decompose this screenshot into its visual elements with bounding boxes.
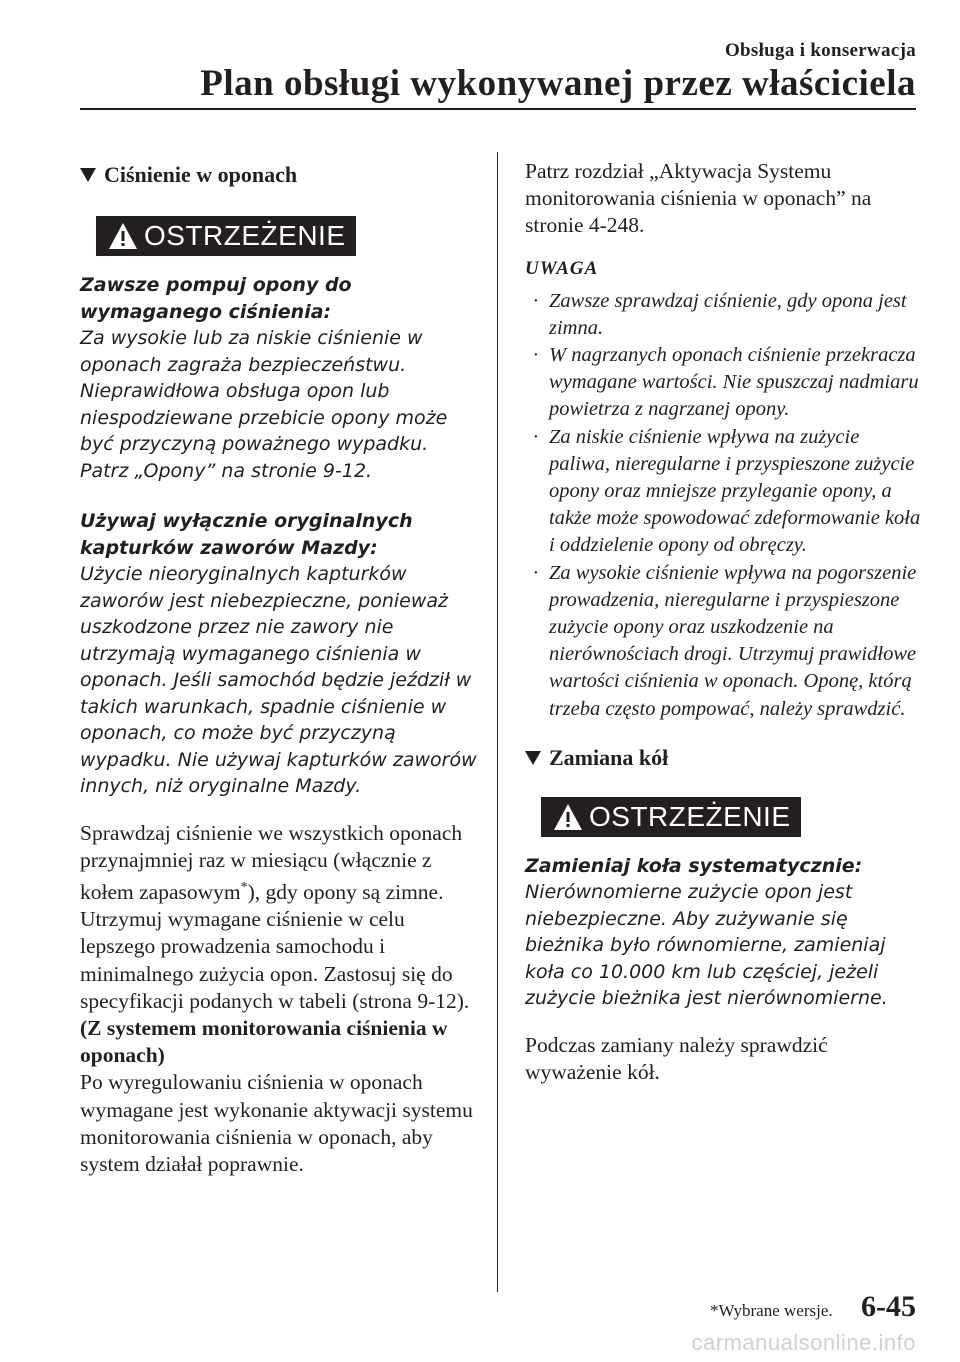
warning-title: Używaj wyłącznie oryginalnych kapturków zaworów Mazdy: xyxy=(80,510,413,559)
triangle-bullet-icon xyxy=(525,751,541,765)
list-item-text: Za wysokie ciśnienie wpływa na pogorszenie prowadzenia, nieregularne i przyspieszone zużycie opony oraz uszkodzenie na nierównościach drogi. Utrzymuj prawidłowe wartości ciśnienia w oponach. Oponę, którą trzeba często pompować, należy sprawdzić. xyxy=(549,561,917,720)
warning-body: Za wysokie lub za niskie ciśnienie w oponach zagraża bezpieczeństwu. Nieprawidłowa obsługa opon lub niespodziewane przebicie opony może być przyczyną poważnego wypadku. xyxy=(80,327,448,455)
list-item-text: W nagrzanych oponach ciśnienie przekracza wymagane wartości. Nie spuszczaj nadmiaru powietrza z nagrzanej opony. xyxy=(549,344,919,421)
triangle-bullet-icon xyxy=(80,168,96,182)
warning-triangle-icon xyxy=(108,222,138,250)
warning-body: Użycie nieoryginalnych kapturków zaworów jest niebezpieczne, ponieważ uszkodzone przez nie zawory nie utrzymają wymaganego ciśnienia w oponach. Jeśli samochód będzie jeździł w takich warunkach, spadnie ciśnienie w oponach, co może być przyczyną wypadku. Nie używaj kapturków zaworów innych, niż oryginalne Mazdy. xyxy=(80,563,477,797)
page-title: Plan obsługi wykonywanej przez właściciela xyxy=(200,63,916,104)
list-item xyxy=(525,560,925,723)
warning-reference: Patrz „Opony” na stronie 9-12. xyxy=(80,459,373,482)
warning-label: OSTRZEŻENIE xyxy=(144,220,346,251)
list-item xyxy=(525,288,925,342)
right-column xyxy=(525,158,925,1086)
bold-subheading: (Z systemem monitorowania ciśnienia w oponach) xyxy=(80,1016,448,1068)
paragraph-text: ), gdy opony są zimne. Utrzymuj wymagane ciśnienie w celu lepszego prowadzenia samochodu i minimalnego zużycia opon. Zastosuj się do specyfikacji podanych w tabeli (strona 9-12). xyxy=(80,880,470,1013)
body-paragraph: Po wyregulowaniu ciśnienia w oponach wymagane jest wykonanie aktywacji systemu monitorowania ciśnienia w oponach, aby system działał poprawnie. xyxy=(80,1070,473,1177)
column-divider xyxy=(497,152,498,1292)
list-item-text: Zawsze sprawdzaj ciśnienie, gdy opona jest zimna. xyxy=(549,289,907,339)
bullet-icon: · xyxy=(533,561,539,584)
bullet-icon: · xyxy=(533,344,539,367)
warning-label: OSTRZEŻENIE xyxy=(589,800,791,832)
list-item xyxy=(525,342,925,424)
watermark: carmanualsonline.info xyxy=(691,1330,916,1355)
note-list xyxy=(525,288,925,723)
left-column xyxy=(80,150,480,1178)
body-paragraph: Podczas zamiany należy sprawdzić wyważenie kół. xyxy=(525,1032,828,1085)
warning-title: Zamieniaj koła systematycznie: xyxy=(525,854,863,877)
warning-triangle-icon xyxy=(553,803,583,831)
warning-banner xyxy=(541,797,801,837)
section-heading-wheel-rotation xyxy=(525,743,925,773)
body-paragraph: Patrz rozdział „Aktywacja Systemu monitorowania ciśnienia w oponach” na stronie 4-248. xyxy=(525,159,872,238)
warning-body: Nierównomierne zużycie opon jest niebezpieczne. Aby zużywanie się bieżnika było równomierne, zamieniaj koła co 10.000 km lub częściej, jeżeli zużycie bieżnika jest nierównomierne. xyxy=(525,881,888,1010)
section-heading-text: Ciśnienie w oponach xyxy=(104,162,298,187)
footnote-star: * xyxy=(240,879,248,895)
footnote: *Wybrane wersje. xyxy=(710,1301,833,1320)
list-item xyxy=(525,424,925,560)
list-item-text: Za niskie ciśnienie wpływa na zużycie paliwa, nieregularne i przyspieszone zużycie opony oraz mniejsze przyleganie opony, a także może spowodować zdeformowanie koła i oddzielenie opony od obręczy. xyxy=(549,425,921,557)
bullet-icon: · xyxy=(533,289,539,312)
bullet-icon: · xyxy=(533,425,539,448)
paragraph-text: Sprawdzaj ciśnienie we wszystkich oponach przynajmniej raz w miesiącu (włącznie z kołem zapasowym xyxy=(80,820,463,905)
header-rule xyxy=(80,108,916,110)
page-number: 6-45 xyxy=(861,1290,916,1323)
warning-title: Zawsze pompuj opony do wymaganego ciśnienia: xyxy=(80,274,352,323)
section-heading-tire-pressure xyxy=(80,160,480,190)
section-heading-text: Zamiana kół xyxy=(549,744,669,770)
note-label: UWAGA xyxy=(525,257,599,279)
chapter-title: Obsługa i konserwacja xyxy=(724,40,916,61)
body-paragraph xyxy=(80,820,480,1016)
warning-banner xyxy=(96,216,356,256)
